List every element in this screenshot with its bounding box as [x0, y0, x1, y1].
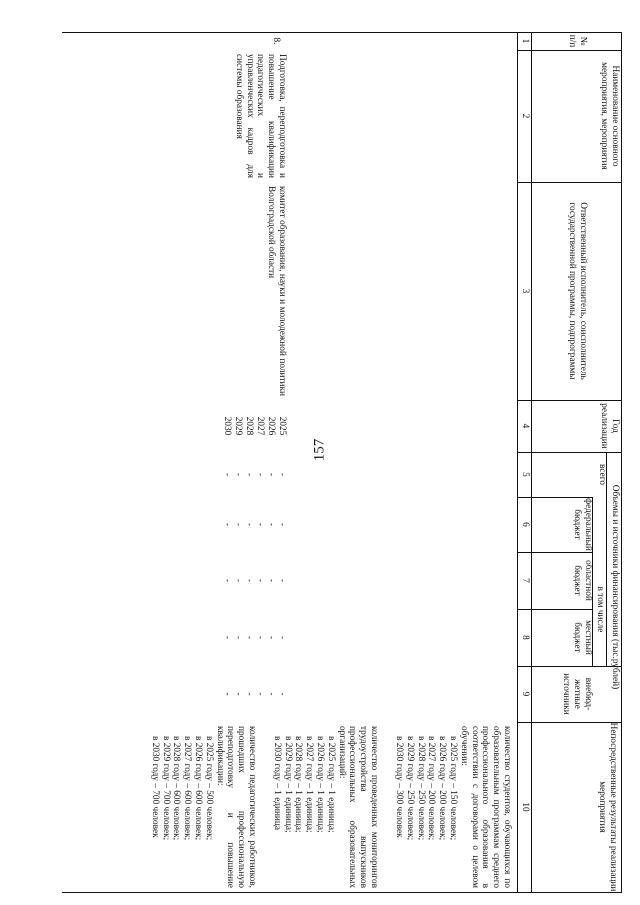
row-dash: - [276, 522, 287, 527]
row-year-2030: 2030 [221, 416, 232, 436]
row-dash: - [265, 472, 276, 477]
row-dash: - [243, 578, 254, 583]
header-local: местный бюджет [572, 620, 593, 655]
result-item: в 2025 году – 150 человек; [448, 736, 459, 841]
row-num: 8. [271, 37, 282, 45]
row-dash: - [221, 578, 232, 583]
row-year-2025: 2025 [276, 416, 287, 436]
row-dash: - [254, 472, 265, 477]
row-dash: - [221, 472, 232, 477]
row-dash: - [254, 522, 265, 527]
header-total: всего [597, 464, 607, 485]
row-dash: - [254, 692, 265, 696]
col-number-10: 10 [520, 802, 531, 812]
row-dash: - [265, 522, 276, 527]
row-dash: - [232, 692, 243, 696]
result-item: в 2026 году – 200 человек; [437, 736, 448, 841]
result-item: в 2027 году – 200 человек; [426, 736, 437, 841]
row-dash: - [243, 692, 254, 696]
result-item: в 2028 году – 600 человек; [171, 736, 182, 841]
page-number: 157 [311, 438, 328, 462]
header-regional: областной бюджет [572, 560, 593, 601]
row-dash: - [276, 692, 287, 696]
row-dash: - [276, 635, 287, 640]
col-number-2: 2 [520, 113, 531, 119]
row-dash: - [265, 635, 276, 640]
row-dash: - [243, 635, 254, 640]
row-dash: - [221, 522, 232, 527]
col-number-9: 9 [520, 691, 531, 697]
col-number-6: 6 [520, 522, 531, 527]
result-item: в 2029 году – 250 человек; [404, 736, 415, 841]
row-dash: - [232, 522, 243, 527]
header-incl: в том числе [595, 586, 606, 633]
result-intro: количество проведенных мониторингов трудоустройства выпускников профессиональных образовательных организаций: [336, 726, 379, 888]
row-dash: - [254, 578, 265, 583]
header-year: Год реализации [599, 403, 620, 449]
row-dash: - [232, 635, 243, 640]
col-number-4: 4 [520, 423, 531, 429]
row-year-2027: 2027 [254, 416, 265, 436]
result-item: в 2026 году – 600 человек; [193, 736, 204, 841]
col-number-3: 3 [520, 288, 531, 294]
row-dash: - [232, 578, 243, 583]
row-dash: - [221, 692, 232, 696]
header-name: Наименование основного мероприятия, мероприятия [599, 62, 620, 170]
row-dash: - [243, 472, 254, 477]
header-num: № п/п [567, 34, 588, 48]
result-item: в 2026 году – 1 единица; [315, 736, 326, 833]
result-intro: количество педагогических работников, прошедших профессиональную переподготовку и повышение квалификации: [214, 726, 257, 888]
row-year-2028: 2028 [243, 416, 254, 436]
header-executor: Ответственный исполнитель, соисполнитель государственной программы, подпрограммы [567, 202, 588, 380]
landscape-table [62, 32, 622, 892]
header-funding: Объемы и источники финансирования (тыс.рублей) [609, 484, 620, 690]
header-results: Непосредственные результаты реализации мероприятия [597, 722, 618, 892]
header-extra: внебюд-жетные источники [561, 673, 593, 715]
result-item: в 2030 году – 700 человек [149, 736, 160, 838]
result-block [271, 726, 379, 888]
result-intro: количество студентов, обучающихся по образовательным программам среднего профессионального образования в соответствии с договорами о целевом обучении: [458, 726, 512, 888]
row-executor: комитет образования, науки и молодежной политики Волгоградской области [266, 186, 287, 396]
result-block [149, 726, 257, 888]
col-number-8: 8 [520, 635, 531, 640]
result-block [393, 726, 512, 888]
row-dash: - [243, 522, 254, 527]
row-dash: - [232, 472, 243, 477]
result-item: в 2030 году – 300 человек [394, 736, 405, 838]
result-item: в 2025 году – 1 единица; [325, 736, 336, 833]
result-item: в 2025 году – 500 человек; [203, 736, 214, 841]
row-dash: - [276, 472, 287, 477]
row-name: Подготовка, переподготовка и повышение квалификации педагогических и управленческих кадров для системы образования [233, 54, 287, 178]
result-item: в 2028 году – 250 человек; [415, 736, 426, 841]
row-year-2029: 2029 [232, 416, 243, 436]
row-dash: - [221, 635, 232, 640]
result-item: в 2029 году – 1 единица; [282, 736, 293, 833]
row-dash: - [276, 578, 287, 583]
row-dash: - [254, 635, 265, 640]
result-item: в 2027 году – 1 единица; [304, 736, 315, 833]
result-item: в 2029 году – 700 человек; [160, 736, 171, 841]
col-number-1: 1 [520, 38, 531, 44]
result-item: в 2030 году – 1 единица [271, 736, 282, 831]
result-item: в 2027 году – 600 человек; [182, 736, 193, 841]
col-number-7: 7 [520, 578, 531, 583]
row-dash: - [265, 692, 276, 696]
row-dash: - [265, 578, 276, 583]
result-item: в 2028 году – 1 единица; [293, 736, 304, 833]
header-federal: федеральный бюджет [572, 498, 593, 551]
col-number-5: 5 [520, 472, 531, 477]
row-year-2026: 2026 [265, 416, 276, 436]
